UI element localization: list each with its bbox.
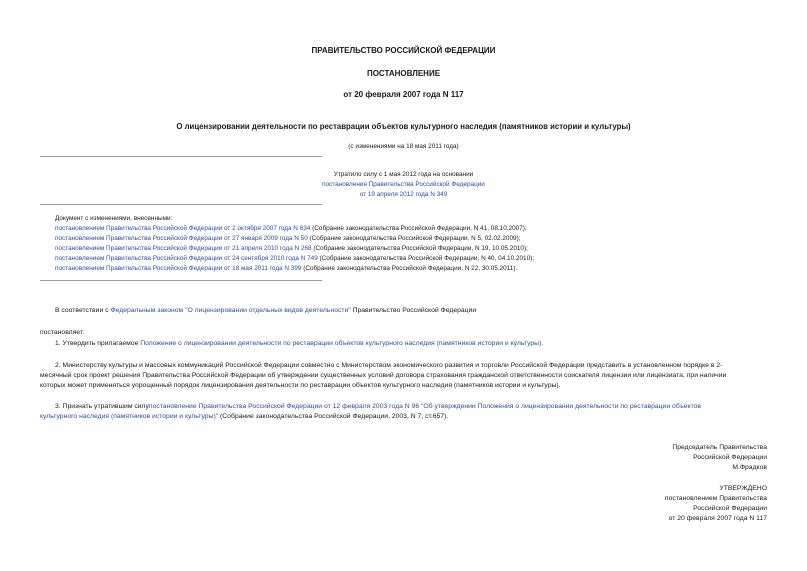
change-link[interactable]: постановлением Правительства Российской Федерации от 27 января 2009 года N 50 (55, 235, 308, 242)
expiry-note: Утратило силу с 1 мая 2012 года на основании (333, 171, 474, 178)
paragraph-2-line-3: которых может применяться упрощенный порядок лицензирования деятельности по реставрации объектов культурного наследия (памятников истории и культуры). (40, 382, 561, 389)
doc-type-heading: ПОСТАНОВЛЕНИЕ (366, 69, 441, 78)
repealed-decree-link-cont[interactable]: культурного наследия (памятников истории и культуры)" (40, 413, 219, 420)
decides-label: постановляет: (40, 329, 85, 336)
preamble: В соответствии с Федеральным законом "О лицензировании отдельных видов деятельности" Правительство Российской Федерации (55, 307, 477, 314)
change-link[interactable]: постановлением Правительства Российской Федерации от 21 апреля 2010 года N 268 (55, 245, 312, 252)
divider (40, 204, 322, 205)
signature-country: Российской Федерации (693, 454, 767, 461)
expiry-link-1[interactable]: постановления Правительства Российской Федерации (322, 181, 485, 188)
signature-title: Председатель Правительства (672, 444, 767, 451)
list-item: постановлением Правительства Российской Федерации от 27 января 2009 года N 50 (Собрание законодательства Российской Федерации, N 5, 02.02.2009); (55, 235, 521, 242)
repealed-decree-link[interactable]: постановление Правительства Российской Федерации от 12 февраля 2003 года N 96 "Об утверждении Положения о лицензировании деятельности по реставрации объектов (148, 403, 701, 410)
paragraph-2-line-1: 2. Министерству культуры и массовых коммуникаций Российской Федерации совместно с Министерством экономического развития и торговли Российской Федерации представить в установленном порядке в 2- (55, 362, 723, 369)
page-title: О лицензировании деятельности по реставрации объектов культурного наследия (памятников истории и культуры) (176, 122, 631, 131)
amendment-note: (с изменениями на 18 мая 2011 года) (348, 143, 459, 150)
date-number: от 20 февраля 2007 года N 117 (343, 90, 464, 99)
list-item: постановлением Правительства Российской Федерации от 24 сентября 2010 года N 749 (Собрание законодательства Российской Федерации, N 40, 04.10.2010); (55, 255, 535, 262)
changes-heading: Документ с изменениями, внесенными: (55, 215, 173, 222)
paragraph-2-line-2: месячный срок проект решения Правительства Российской Федерации об утверждении существенных условий договора страхования гражданской ответственности соискателя лицензии или лицензиата, при наличии (40, 372, 727, 379)
approved-date: от 20 февраля 2007 года N 117 (668, 515, 767, 522)
list-item: постановлением Правительства Российской Федерации от 2 октября 2007 года N 634 (Собрание законодательства Российской Федерации, N 41, 08.10.2007); (55, 225, 527, 232)
change-link[interactable]: постановлением Правительства Российской Федерации от 24 сентября 2010 года N 749 (55, 255, 318, 262)
change-link[interactable]: постановлением Правительства Российской Федерации от 18 мая 2011 года N 399 (55, 265, 302, 272)
list-item: постановлением Правительства Российской Федерации от 18 мая 2011 года N 399 (Собрание законодательства Российской Федерации, N 22, 30.05.2011). (55, 265, 518, 272)
divider (40, 280, 322, 281)
change-link[interactable]: постановлением Правительства Российской Федерации от 2 октября 2007 года N 634 (55, 225, 311, 232)
paragraph-1: 1. Утвердить прилагаемое Положение о лицензировании деятельности по реставрации объектов культурного наследия (памятников истории и культуры). (55, 340, 544, 347)
paragraph-3-line-1: 3. Признать утратившим силупостановление Правительства Российской Федерации от 12 февраля 2003 года N 96 "Об утверждении Положения о лицензировании деятельности по реставрации объектов (55, 403, 701, 410)
approved-country: Российской Федерации (693, 505, 767, 512)
approved-heading: УТВЕРЖДЕНО (719, 485, 767, 492)
federal-law-link[interactable]: Федеральным законом "О лицензировании отдельных видов деятельности" (110, 307, 351, 314)
government-heading: ПРАВИТЕЛЬСТВО РОССИЙСКОЙ ФЕДЕРАЦИИ (311, 46, 496, 55)
paragraph-3-line-2: культурного наследия (памятников истории и культуры)" (Собрание законодательства Российской Федерации, 2003, N 7, ст.657). (40, 413, 449, 420)
expiry-link-2[interactable]: от 19 апреля 2012 года N 349 (359, 191, 448, 198)
signature-name: М.Фрадков (732, 464, 767, 471)
approved-by: постановлением Правительства (664, 495, 767, 502)
regulation-link[interactable]: Положение о лицензировании деятельности по реставрации объектов культурного наследия (памятников истории и культуры) (140, 340, 542, 347)
list-item: постановлением Правительства Российской Федерации от 21 апреля 2010 года N 268 (Собрание законодательства Российской Федерации, N 19, 10.05.2010); (55, 245, 528, 252)
divider (40, 156, 322, 157)
